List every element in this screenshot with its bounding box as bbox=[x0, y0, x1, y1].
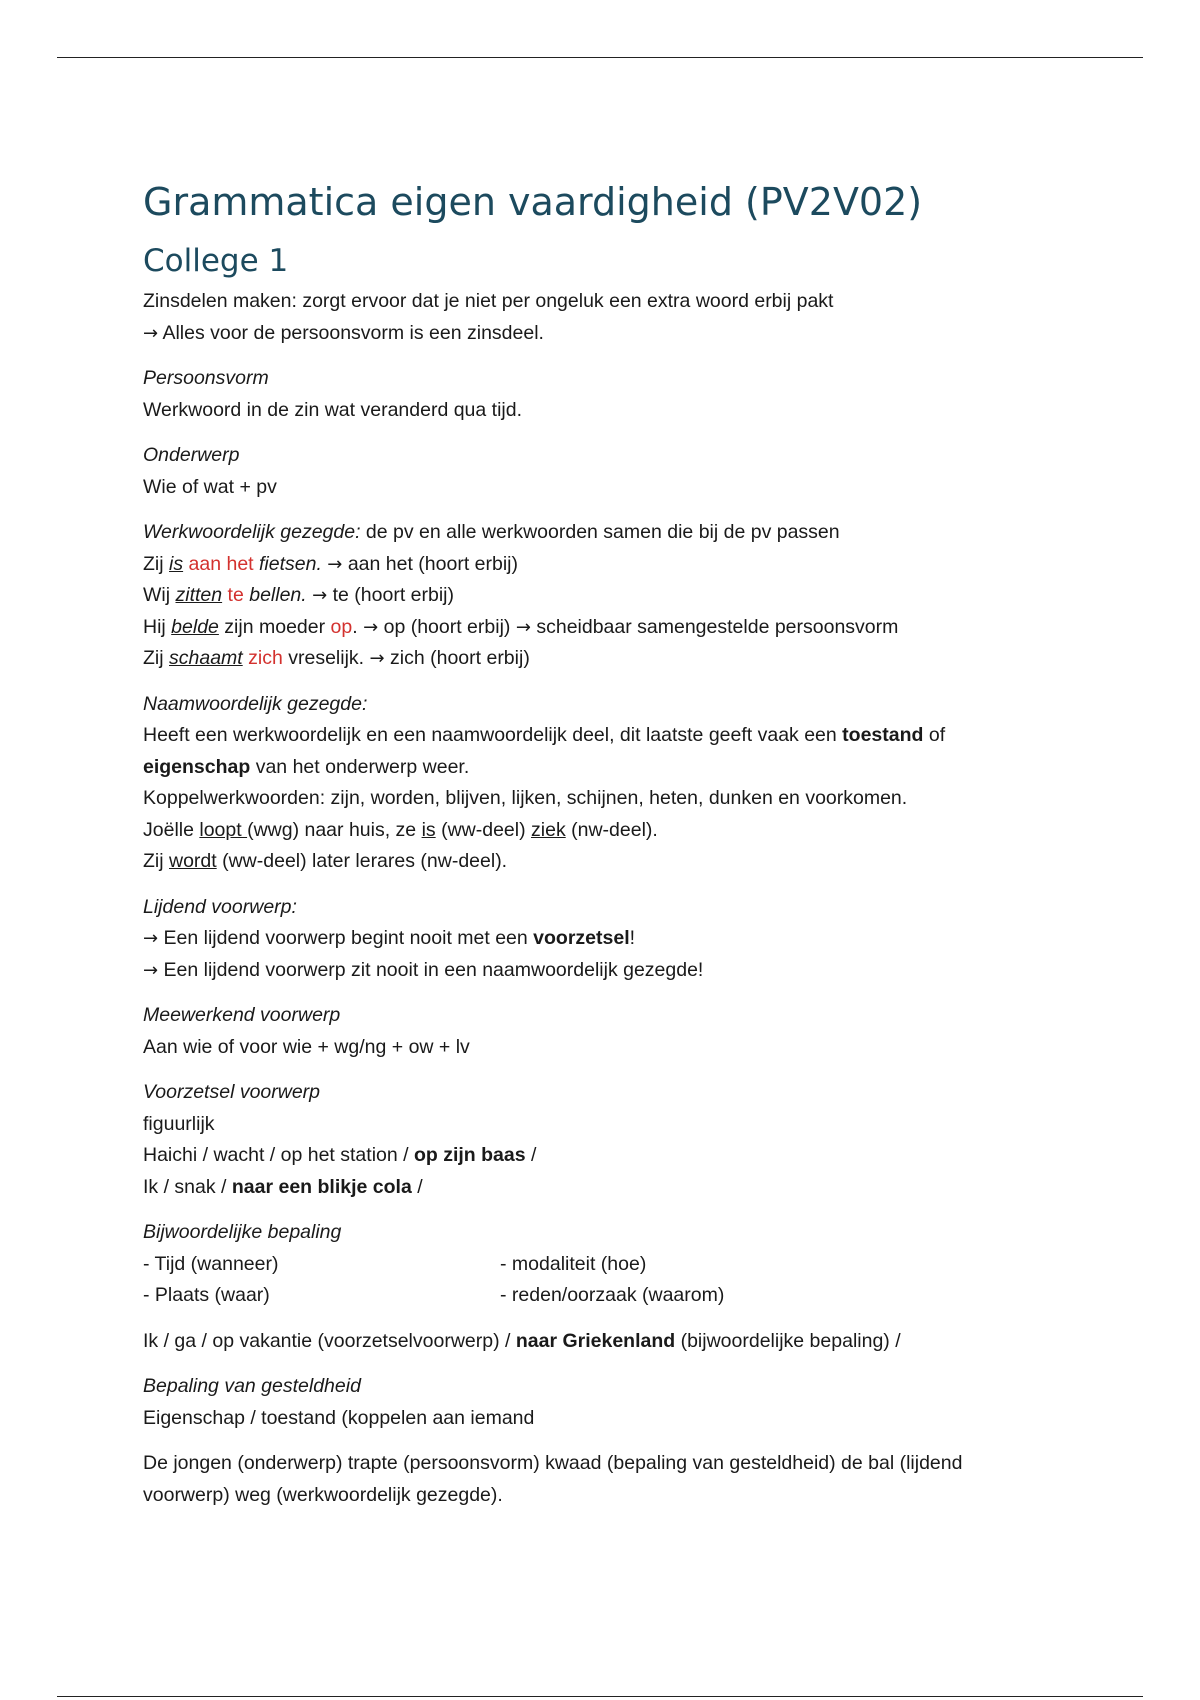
header-rule bbox=[57, 57, 1143, 58]
bb-row-1: - Tijd (wanneer) - modaliteit (hoe) bbox=[143, 1252, 647, 1275]
vv-line-3: Ik / snak / naar een blikje cola / bbox=[143, 1175, 423, 1198]
ng-line-2: eigenschap van het onderwerp weer. bbox=[143, 755, 470, 778]
persoonsvorm-block bbox=[143, 363, 1043, 426]
bvg-text: Eigenschap / toestand (koppelen aan iemand bbox=[143, 1406, 535, 1429]
persoonsvorm-heading: Persoonsvorm bbox=[143, 367, 269, 389]
bb-heading: Bijwoordelijke bepaling bbox=[143, 1221, 342, 1243]
wg-example-3: Hij belde zijn moeder op. → op (hoort erbij) → scheidbaar samengestelde persoonsvorm bbox=[143, 615, 899, 638]
wg-example-2: Wij zitten te bellen. → te (hoort erbij) bbox=[143, 584, 455, 606]
section-heading-college-1: College 1 bbox=[143, 243, 289, 279]
bepaling-van-gesteldheid-block bbox=[143, 1371, 1043, 1511]
vv-heading: Voorzetsel voorwerp bbox=[143, 1081, 321, 1103]
persoonsvorm-text: Werkwoord in de zin wat veranderd qua tijd. bbox=[143, 398, 523, 421]
lv-line-1: → Een lijdend voorwerp begint nooit met een voorzetsel! bbox=[143, 927, 636, 949]
bb-row-2: - Plaats (waar) - reden/oorzaak (waarom) bbox=[143, 1284, 725, 1306]
ng-line-5: Zij wordt (ww-deel) later lerares (nw-deel). bbox=[143, 850, 508, 872]
vv-line-1: figuurlijk bbox=[143, 1112, 215, 1135]
arrow-icon: → bbox=[143, 322, 159, 344]
arrow-icon: → bbox=[327, 553, 343, 575]
voorzetsel-voorwerp-block bbox=[143, 1077, 1043, 1203]
ng-line-1: Heeft een werkwoordelijk en een naamwoordelijk deel, dit laatste geeft vaak een toestand of bbox=[143, 724, 946, 746]
wg-example-1: Zij is aan het fietsen. → aan het (hoort erbij) bbox=[143, 552, 518, 575]
werkwoordelijk-gezegde-block bbox=[143, 517, 1043, 675]
arrow-icon: → bbox=[363, 616, 379, 638]
lv-line-2: → Een lijdend voorwerp zit nooit in een naamwoordelijk gezegde! bbox=[143, 958, 704, 981]
arrow-icon: → bbox=[369, 648, 385, 669]
onderwerp-text: Wie of wat + pv bbox=[143, 475, 277, 498]
arrow-icon: → bbox=[143, 959, 159, 981]
ng-line-3: Koppelwerkwoorden: zijn, worden, blijven, lijken, schijnen, heten, dunken en voorkomen. bbox=[143, 787, 908, 809]
intro-line: Zinsdelen maken: zorgt ervoor dat je niet per ongeluk een extra woord erbij pakt bbox=[143, 290, 834, 312]
naamwoordelijk-gezegde-block bbox=[143, 689, 1043, 878]
arrow-icon: → bbox=[143, 928, 159, 949]
ng-heading: Naamwoordelijk gezegde: bbox=[143, 692, 368, 715]
wg-example-4: Zij schaamt zich vreselijk. → zich (hoort erbij) bbox=[143, 647, 530, 669]
document-body bbox=[143, 176, 1043, 1511]
wg-heading-line: Werkwoordelijk gezegde: de pv en alle werkwoorden samen die bij de pv passen bbox=[143, 521, 840, 543]
bvg-example-line-2: voorwerp) weg (werkwoordelijk gezegde). bbox=[143, 1483, 503, 1506]
onderwerp-heading: Onderwerp bbox=[143, 444, 240, 466]
intro-block bbox=[143, 286, 1043, 349]
ng-line-4: Joëlle loopt (wwg) naar huis, ze is (ww-deel) ziek (nw-deel). bbox=[143, 818, 658, 841]
bijwoordelijke-bepaling-block bbox=[143, 1217, 1043, 1357]
bvg-heading: Bepaling van gesteldheid bbox=[143, 1375, 361, 1397]
bb-example: Ik / ga / op vakantie (voorzetselvoorwerp) / naar Griekenland (bijwoordelijke bepaling) / bbox=[143, 1329, 901, 1352]
footer-rule bbox=[57, 1696, 1143, 1697]
meewerkend-voorwerp-block bbox=[143, 1000, 1043, 1063]
lijdend-voorwerp-block bbox=[143, 892, 1043, 987]
onderwerp-block bbox=[143, 440, 1043, 503]
vv-line-2: Haichi / wacht / op het station / op zijn baas / bbox=[143, 1144, 537, 1166]
bvg-example-line-1: De jongen (onderwerp) trapte (persoonsvorm) kwaad (bepaling van gesteldheid) de bal (lijdend bbox=[143, 1452, 963, 1474]
mv-heading: Meewerkend voorwerp bbox=[143, 1004, 341, 1026]
arrow-icon: → bbox=[515, 616, 531, 638]
document-title: Grammatica eigen vaardigheid (PV2V02) bbox=[143, 180, 923, 224]
lv-heading: Lijdend voorwerp: bbox=[143, 895, 297, 918]
arrow-icon: → bbox=[312, 585, 328, 606]
intro-arrow-line: → Alles voor de persoonsvorm is een zinsdeel. bbox=[143, 321, 544, 344]
mv-text: Aan wie of voor wie + wg/ng + ow + lv bbox=[143, 1035, 470, 1058]
